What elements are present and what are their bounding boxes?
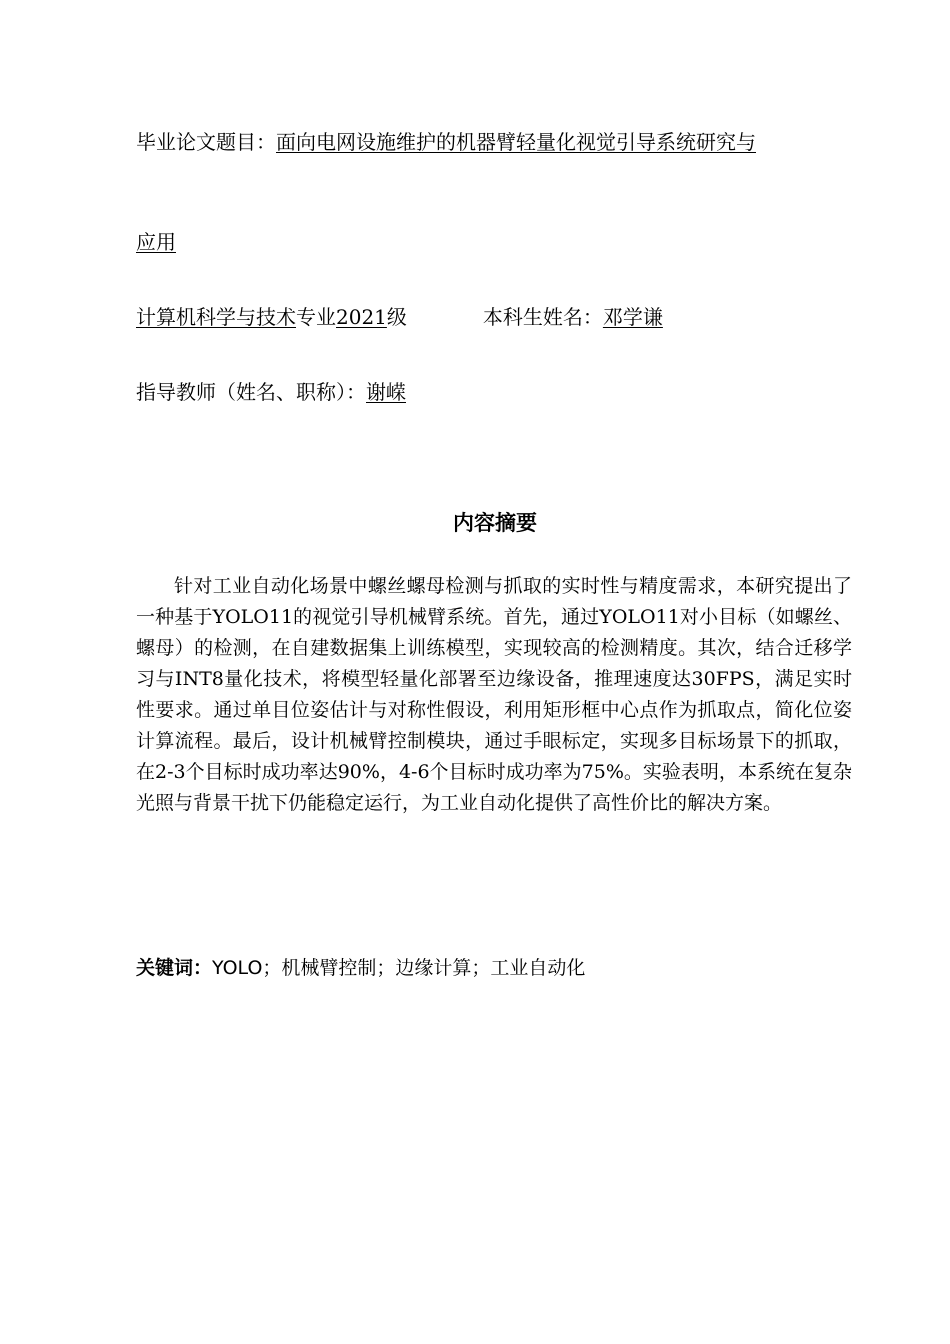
abstract-body: 针对工业自动化场景中螺丝螺母检测与抓取的实时性与精度需求，本研究提出了一种基于YOLO11的视觉引导机械臂系统。首先，通过YOLO11对小目标（如螺丝、螺母）的检测，在自建数据集上训练模型，实现较高的检测精度。其次，结合迁移学习与INT8量化技术，将模型轻量化部署至边缘设备，推理速度达30FPS，满足实时性要求。通过单目位姿估计与对称性假设，利用矩形框中心点作为抓取点，简化位姿计算流程。最后，设计机械臂控制模块，通过手眼标定，实现多目标场景下的抓取，在2-3个目标时成功率达90%，4-6个目标时成功率为75%。实验表明，本系统在复杂光照与背景干扰下仍能稳定运行，为工业自动化提供了高性价比的解决方案。 (136, 575, 852, 814)
keywords-rest: ；机械臂控制；边缘计算；工业自动化 (262, 957, 586, 979)
major-value: 计算机科学与技术 (136, 305, 296, 329)
student-info-row (136, 305, 663, 329)
major-suffix: 专业 (296, 305, 336, 329)
thesis-title-line1: 面向电网设施维护的机器臂轻量化视觉引导系统研究与 (276, 130, 756, 154)
keywords-row (136, 956, 585, 980)
advisor-label: 指导教师（姓名、职称）： (136, 380, 366, 404)
student-name-label: 本科生姓名： (482, 305, 603, 329)
advisor-name: 谢嵘 (366, 380, 406, 404)
abstract-heading: 内容摘要 (453, 511, 537, 535)
keyword-first: YOLO (212, 957, 263, 979)
thesis-title-row (136, 130, 756, 154)
thesis-title-continuation (136, 230, 176, 254)
keywords-label: 关键词： (136, 957, 213, 979)
year-suffix: 级 (386, 305, 407, 329)
thesis-title-line2: 应用 (136, 230, 176, 254)
student-name-value: 邓学谦 (602, 305, 663, 329)
advisor-row (136, 380, 406, 404)
year-value: 2021 (336, 305, 387, 329)
thesis-title-label: 毕业论文题目： (136, 130, 276, 154)
